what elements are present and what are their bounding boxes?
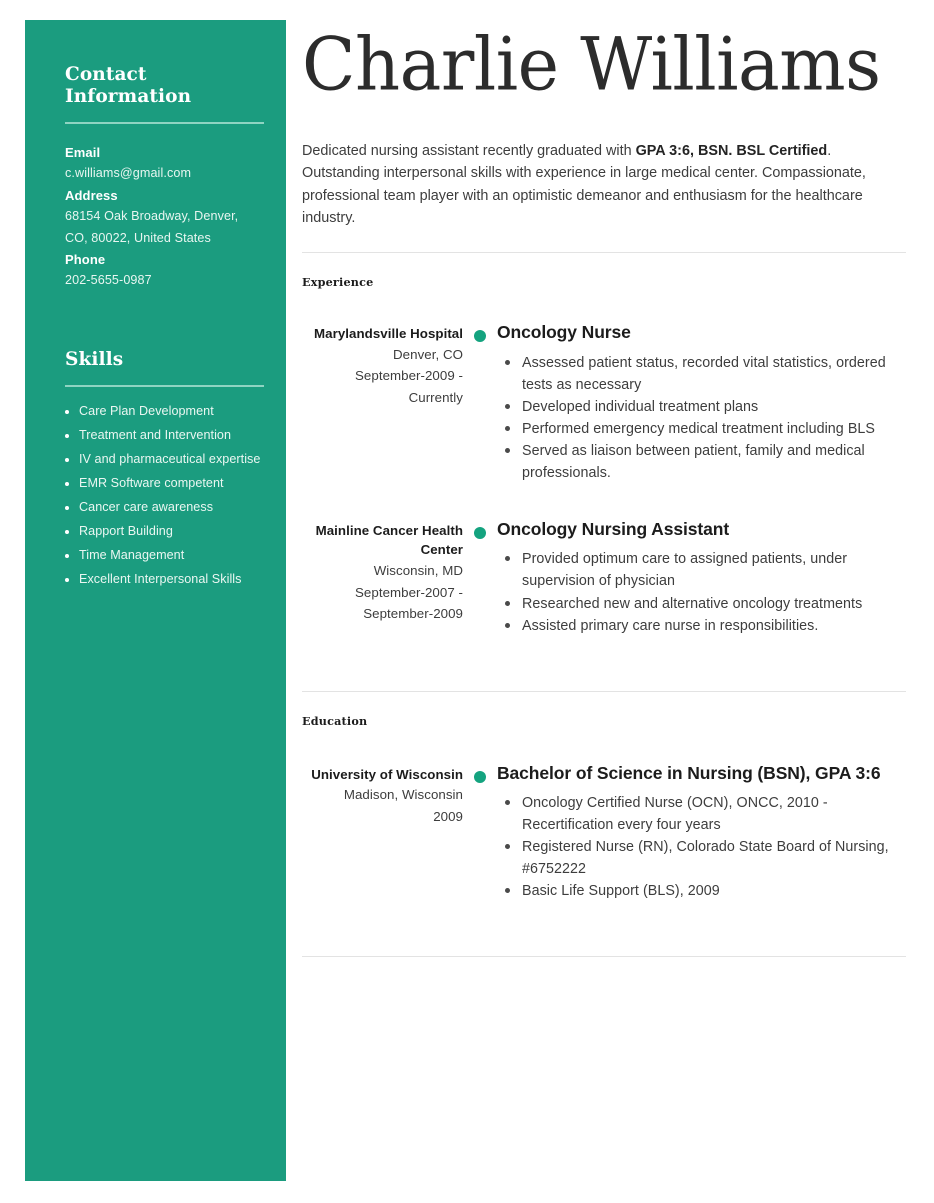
employment-dates-line-1: September-2009 - [355, 368, 463, 384]
list-item: EMR Software competent [65, 477, 264, 490]
list-item: Developed individual treatment plans [497, 396, 912, 418]
phone-value[interactable]: 202-5655-0987 [65, 273, 152, 288]
employment-dates-line-1: September-2007 - [355, 584, 463, 600]
job-duties-list [497, 548, 912, 636]
school-location: Madison, Wisconsin [343, 787, 463, 803]
skills-heading-underline [65, 385, 264, 387]
list-item: Excellent Interpersonal Skills [65, 573, 264, 586]
list-item: Rapport Building [65, 525, 264, 538]
skills-block [65, 349, 264, 586]
timeline-marker [463, 762, 497, 783]
bullet-dot-icon [474, 771, 486, 783]
professional-summary [302, 140, 902, 230]
list-item: Treatment and Intervention [65, 429, 264, 442]
education-entries [302, 762, 912, 903]
graduation-year: 2009 [433, 808, 463, 824]
timeline-marker [463, 321, 497, 342]
list-item: Basic Life Support (BLS), 2009 [497, 880, 912, 902]
table-row [302, 518, 912, 637]
experience-entries [302, 321, 912, 637]
employment-dates-line-2: September-2009 [363, 606, 463, 622]
address-value-line-2: CO, 80022, United States [65, 230, 211, 245]
main-content [302, 20, 912, 957]
list-item: Researched new and alternative oncology treatments [497, 593, 912, 615]
address-label: Address [65, 188, 118, 204]
contact-heading-underline [65, 122, 264, 124]
experience-entry-body [497, 518, 912, 637]
table-row [302, 762, 912, 903]
list-item: Registered Nurse (RN), Colorado State Board of Nursing, #6752222 [497, 836, 912, 880]
divider-below-education [302, 956, 906, 957]
address-value-line-1: 68154 Oak Broadway, Denver, [65, 209, 239, 224]
email-value[interactable]: c.williams@gmail.com [65, 166, 192, 181]
experience-entry-meta [302, 321, 463, 408]
degree-title: Bachelor of Science in Nursing (BSN), GPA 3:6 [497, 762, 881, 783]
education-entry-body [497, 762, 912, 903]
contact-information-heading: Contact Information [65, 64, 192, 108]
experience-entry-meta [302, 518, 463, 625]
list-item: Served as liaison between patient, family and medical professionals. [497, 440, 912, 484]
employment-dates-line-2: Currently [408, 389, 463, 405]
phone-label: Phone [65, 252, 106, 268]
divider-above-education [302, 691, 906, 692]
school-name: University of Wisconsin [311, 766, 463, 782]
sidebar-spacer [65, 292, 264, 349]
sidebar [25, 20, 286, 1181]
job-title: Oncology Nurse [497, 321, 631, 342]
list-item: Time Management [65, 549, 264, 562]
contact-information-block [65, 64, 264, 292]
job-duties-list [497, 352, 912, 484]
job-title: Oncology Nursing Assistant [497, 518, 730, 539]
list-item: Provided optimum care to assigned patients, under supervision of physician [497, 548, 912, 592]
timeline-marker [463, 518, 497, 539]
experience-entry-body [497, 321, 912, 484]
bullet-dot-icon [474, 527, 486, 539]
summary-part-1: Dedicated nursing assistant recently graduated with [302, 143, 636, 159]
employer-location: Wisconsin, MD [373, 563, 463, 579]
candidate-name: Charlie Williams [302, 21, 881, 108]
education-entry-meta [302, 762, 463, 828]
list-item: Performed emergency medical treatment including BLS [497, 418, 912, 440]
employer-name: Mainline Cancer Health Center [315, 522, 463, 558]
list-item: IV and pharmaceutical expertise [65, 453, 264, 466]
table-row [302, 321, 912, 484]
section-title-experience: Experience [302, 274, 374, 289]
bullet-dot-icon [474, 330, 486, 342]
employer-location: Denver, CO [393, 346, 463, 362]
page-title [302, 21, 912, 108]
skills-list [65, 405, 264, 585]
skills-heading: Skills [65, 349, 124, 371]
list-item: Cancer care awareness [65, 501, 264, 514]
divider-above-experience [302, 252, 906, 253]
certifications-list [497, 792, 912, 902]
list-item: Oncology Certified Nurse (OCN), ONCC, 2010 - Recertification every four years [497, 792, 912, 836]
list-item: Care Plan Development [65, 405, 264, 418]
summary-part-2: . Outstanding interpersonal skills with experience in large medical center. Compassionate, professional team player with an optimistic demeanor and enthusiasm for the healthcare industry. [302, 143, 866, 227]
email-label: Email [65, 145, 101, 161]
section-title-education: Education [302, 713, 368, 728]
list-item: Assisted primary care nurse in responsibilities. [497, 615, 912, 637]
list-item: Assessed patient status, recorded vital statistics, ordered tests as necessary [497, 352, 912, 396]
employer-name: Marylandsville Hospital [314, 325, 463, 341]
summary-highlight: GPA 3:6, BSN. BSL Certified [635, 143, 828, 159]
